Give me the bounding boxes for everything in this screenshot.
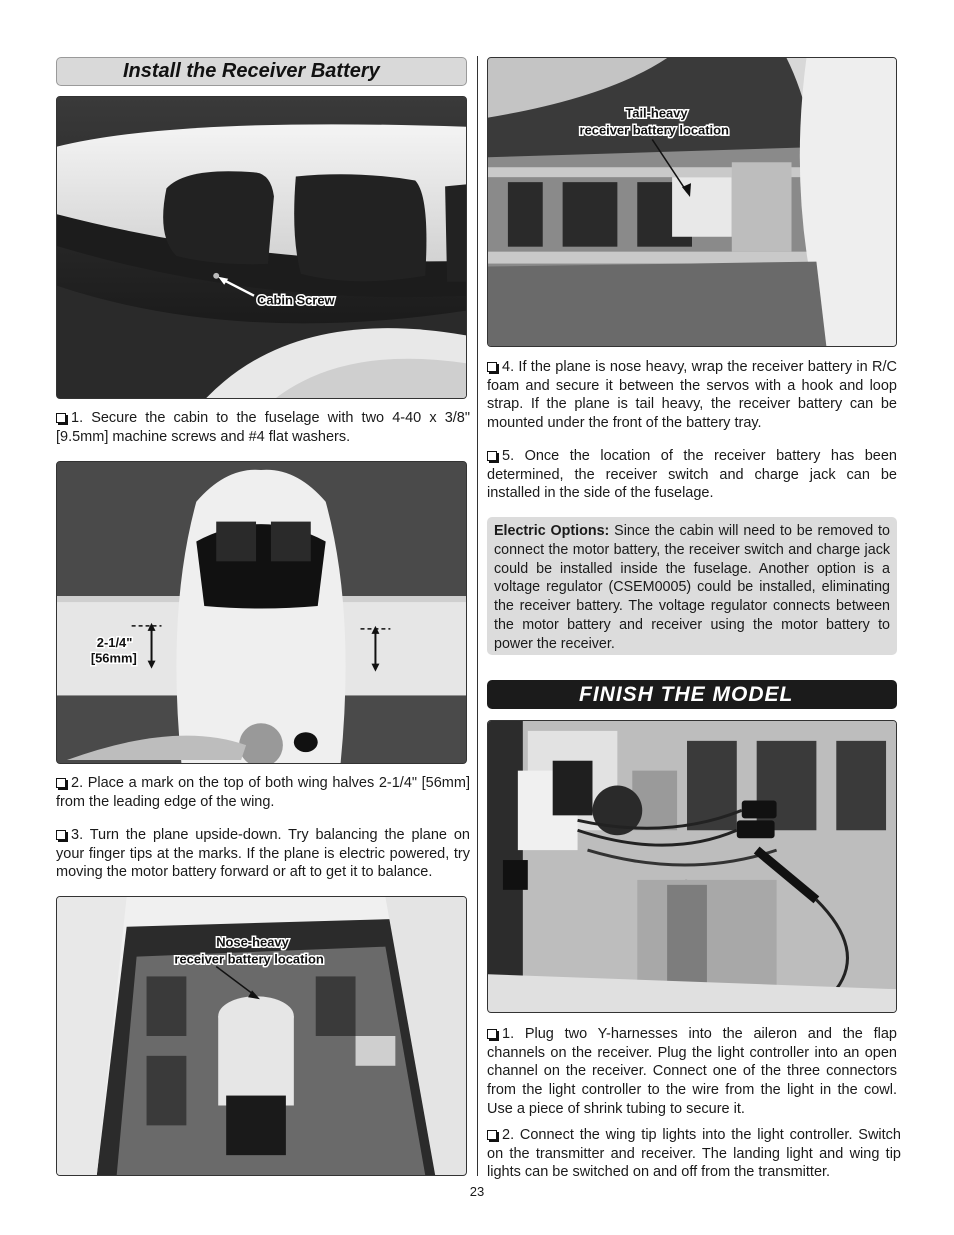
photo-label-measure-2: [56mm]	[90, 650, 137, 666]
photo-label-nose-heavy-2: receiver battery location	[174, 951, 324, 967]
section-heading-finish-the-model	[487, 680, 897, 709]
photo-label-measure-1: 2-1/4"	[96, 634, 133, 650]
heading-text: Install the Receiver Battery	[123, 60, 380, 82]
photo-nose-heavy-location	[56, 896, 467, 1176]
step-text: 2. Place a mark on the top of both wing halves 2-1/4" [56mm] from the leading edge of the wing.	[56, 775, 470, 810]
step-text: 1. Secure the cabin to the fuselage with two 4-40 x 3/8" [9.5mm] machine screws and #4 flat washers.	[56, 410, 470, 445]
photo-label-nose-heavy-1: Nose-heavy	[216, 934, 289, 950]
checkbox-icon[interactable]	[487, 362, 497, 372]
page-number: 23	[469, 1184, 485, 1199]
step-text: 5. Once the location of the receiver battery has been determined, the receiver switch and charge jack can be installed in the side of the fuselage.	[487, 448, 897, 502]
step-3-balance	[56, 826, 470, 882]
checkbox-icon[interactable]	[56, 830, 66, 840]
photo-receiver-wiring	[487, 720, 897, 1013]
checkbox-icon[interactable]	[56, 413, 66, 423]
heading-text: FINISH THE MODEL	[579, 682, 794, 706]
finish-step-1-y-harnesses	[487, 1025, 897, 1119]
step-2-mark-wing	[56, 774, 470, 811]
note-title: Electric Options:	[494, 523, 610, 539]
note-body: Since the cabin will need to be removed to connect the motor battery, the receiver switch and charge jack could be installed inside the fuselage. Another option is a voltage regulator (CSEM0005) could be installed, eliminating the receiver battery. The voltage regulator connects between the motor battery and receiver using the motor battery to power the receiver.	[494, 523, 890, 652]
section-heading-install-receiver-battery	[56, 57, 467, 86]
electric-options-note	[487, 517, 897, 655]
photo-cabin-screw	[56, 96, 467, 399]
finish-step-2-wing-tip-lights	[487, 1126, 901, 1182]
step-4-nose-heavy	[487, 358, 897, 433]
photo-label-tail-heavy-2: receiver battery location	[579, 122, 729, 138]
checkbox-icon[interactable]	[56, 778, 66, 788]
step-text: 1. Plug two Y-harnesses into the aileron and the flap channels on the receiver. Plug the light controller into an open channel on the receiver. Connect one of the three connectors from the light controller to the wire from the light in the cowl. Use a piece of shrink tubing to secure it.	[487, 1026, 897, 1117]
step-text: 3. Turn the plane upside-down. Try balancing the plane on your finger tips at the marks. If the plane is electric powered, try moving the motor battery forward or aft to get it to balance.	[56, 827, 470, 881]
step-text: 2. Connect the wing tip lights into the light controller. Switch on the transmitter and receiver. The landing light and wing tip lights can be switched on and off from the transmitter.	[487, 1127, 901, 1181]
checkbox-icon[interactable]	[487, 1029, 497, 1039]
column-divider	[477, 56, 478, 1176]
step-5-switch	[487, 447, 897, 503]
step-text: 4. If the plane is nose heavy, wrap the receiver battery in R/C foam and secure it between the servos with a hook and loop strap. If the plane is tail heavy, the receiver battery can be mounted under the front of the battery tray.	[487, 359, 897, 432]
photo-tail-heavy-location	[487, 57, 897, 347]
checkbox-icon[interactable]	[487, 1130, 497, 1140]
step-1-cabin	[56, 409, 470, 446]
photo-wing-marks	[56, 461, 467, 764]
photo-label-cabin-screw: Cabin Screw	[257, 292, 335, 308]
photo-label-tail-heavy-1: Tail-heavy	[625, 105, 688, 121]
checkbox-icon[interactable]	[487, 451, 497, 461]
